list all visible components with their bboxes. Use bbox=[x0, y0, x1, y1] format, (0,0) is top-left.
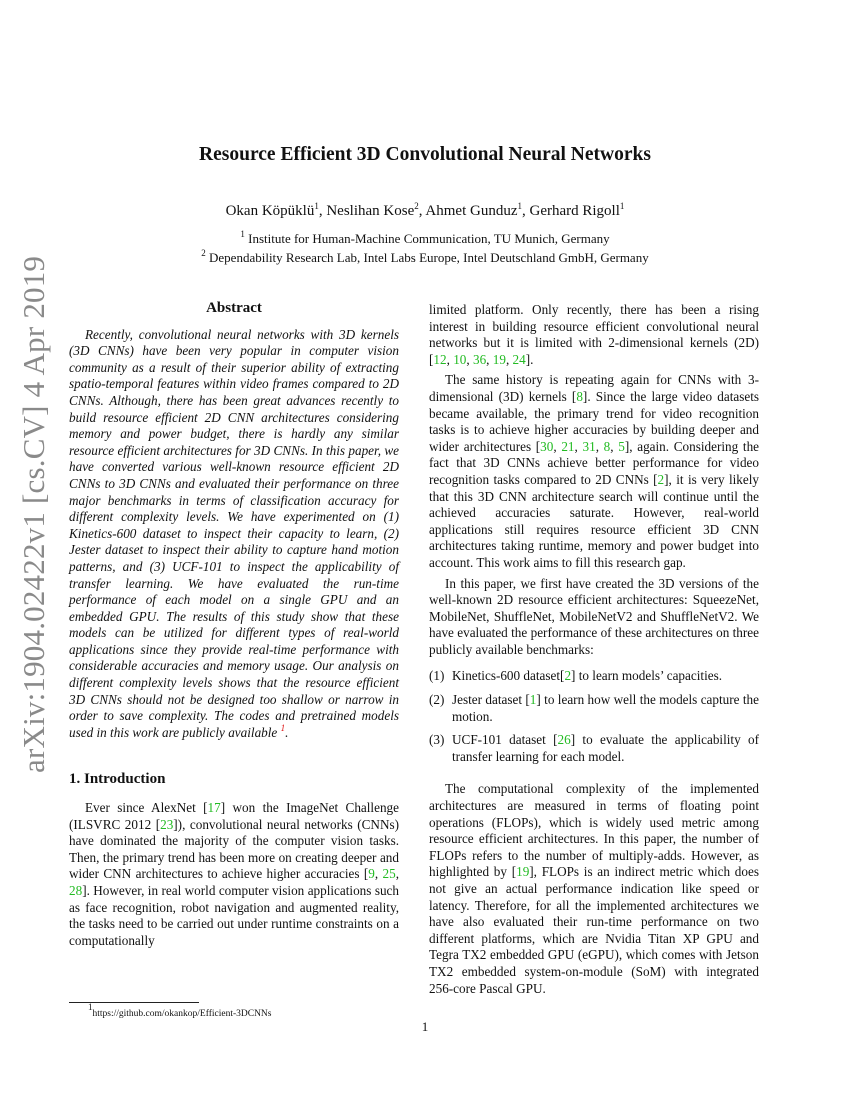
citation-link[interactable]: 5 bbox=[618, 438, 625, 454]
intro-paragraph-1-continued: limited platform. Only recently, there has been a rising interest in building resource efficient convolutional neural networks but it is limited with 2-dimensional kernels (2D) [12, 10, 36, 19, 24]. bbox=[429, 302, 759, 367]
page-number: 1 bbox=[421, 1019, 429, 1034]
list-item: (2) Jester dataset [1] to learn how well the models capture the motion. bbox=[429, 692, 759, 724]
author-name: Okan Köpüklü bbox=[225, 203, 315, 219]
citation-link[interactable]: 8 bbox=[576, 388, 583, 404]
paper-title: Resource Efficient 3D Convolutional Neural Networks bbox=[199, 144, 651, 165]
citation-link[interactable]: 9 bbox=[368, 866, 375, 882]
footnote-link[interactable]: 1 bbox=[280, 722, 286, 733]
citation-link[interactable]: 26 bbox=[557, 732, 571, 748]
abstract-heading: Abstract bbox=[206, 300, 262, 316]
affiliation-text: Institute for Human-Machine Communication, TU Munich, Germany bbox=[248, 231, 610, 246]
author-name: Gerhard Rigoll bbox=[529, 203, 620, 219]
citation-link[interactable]: 25 bbox=[382, 866, 396, 882]
citation-link[interactable]: 1 bbox=[529, 692, 537, 708]
footnote bbox=[88, 1002, 272, 1019]
affiliation bbox=[0, 231, 850, 247]
citation-link[interactable]: 10 bbox=[453, 351, 467, 367]
citation-link[interactable]: 19 bbox=[492, 351, 506, 367]
citation-link[interactable]: 19 bbox=[516, 864, 530, 880]
author-name: Ahmet Gunduz bbox=[425, 203, 518, 219]
citation-link[interactable]: 21 bbox=[561, 438, 575, 454]
right-column bbox=[429, 302, 759, 997]
section-heading-introduction: 1. Introduction bbox=[69, 771, 166, 788]
citation-link[interactable]: 28 bbox=[69, 883, 83, 898]
citation-link[interactable]: 17 bbox=[207, 800, 221, 816]
author-affil-mark: 1 bbox=[314, 201, 319, 211]
citation-link[interactable]: 8 bbox=[603, 438, 611, 454]
affiliation-text: Dependability Research Lab, Intel Labs Europe, Intel Deutschland GmbH, Germany bbox=[209, 250, 649, 265]
intro-paragraph-2: The same history is repeating again for CNNs with 3-dimensional (3D) kernels [8]. Since the large video datasets became available, the primary trend for video recognition tasks is to achieve higher accuracies by building deeper and wider architectures [30, 21, 31, 8, 5], again. Considering the fact that 3D CNNs achieve better performance for video recognition tasks compared to 2D CNNs [2], it is very likely that this 3D CNN architecture search will continue until the achieved accuracies saturate. However, real-world applications still requires resource efficient 3D CNN architectures taking runtime, memory and power budget into account. This work aims to fill this research gap. bbox=[429, 372, 760, 570]
author-list: Okan Köpüklü$^1$, Neslihan Kose$^2$, Ahmet Gunduz$^1$, Gerhard Rigoll$^1$ bbox=[225, 201, 625, 219]
citation-link[interactable]: 30 bbox=[540, 438, 554, 454]
author-affil-mark: 2 bbox=[414, 201, 419, 211]
intro-paragraph-1: Ever since AlexNet [17] won the ImageNet Challenge (ILSVRC 2012 [23]), convolutional neural networks (CNNs) have dominated the majority of the computer vision tasks. Then, the primary trend has been more on creating deeper and wider CNN architectures to achieve higher accuracies [9, 25, 28]. However, in real world computer vision applications such as face recognition, robot navigation and augmented reality, the tasks need to be carried out under runtime constraints on a computationally bbox=[69, 800, 400, 948]
author-affil-mark: 1 bbox=[619, 201, 625, 211]
affiliation-mark: 1 bbox=[240, 229, 245, 239]
affiliation bbox=[0, 250, 850, 266]
list-item: (3) UCF-101 dataset [26] to evaluate the applicability of transfer learning for each model. bbox=[429, 732, 759, 764]
citation-link[interactable]: 24 bbox=[512, 351, 526, 367]
affiliation-mark: 2 bbox=[201, 248, 206, 258]
list-item: (1) Kinetics-600 dataset[2] to learn models’ capacities. bbox=[429, 668, 723, 684]
intro-paragraph-3: In this paper, we first have created the 3D versions of the well-known 2D resource efficient architectures: SqueezeNet, MobileNet, ShuffleNet, MobileNetV2 and ShuffleNetV2. We have evaluated the performance of these architectures on three publicly available benchmarks: bbox=[429, 575, 759, 657]
arxiv-identifier[interactable]: arXiv:1904.02422v1 [cs.CV] 4 Apr 2019 bbox=[16, 255, 51, 773]
citation-link[interactable]: 23 bbox=[160, 816, 174, 832]
citation-link[interactable]: 36 bbox=[472, 351, 487, 367]
citation-link[interactable]: 2 bbox=[657, 471, 665, 487]
author-name: Neslihan Kose bbox=[326, 203, 415, 219]
citation-link[interactable]: 12 bbox=[433, 351, 447, 367]
left-column bbox=[69, 300, 399, 949]
intro-paragraph-4: The computational complexity of the implemented architectures are measured in terms of floating point operations (FLOPs), which is widely used metric among resource efficient architectures. In this paper, the number of FLOPs refers to the number of multiply-adds. However, as highlighted by [19], FLOPs is an indirect metric which does not give an actual performance indication like speed or latency. Therefore, for all the implemented architectures we have also evaluated their run-time performance on two different platforms, which are Nvidia Titan XP GPU and Tegra TX2 embedded GPU (eGPU), which comes with Jetson TX2 embedded system-on-module (SoM) with integrated 256-core Pascal GPU. bbox=[429, 781, 759, 996]
abstract-text: Recently, convolutional neural networks with 3D kernels (3D CNNs) have been very popular in computer vision community as a result of their superior ability of extracting spatio-temporal features within video frames compared to 2D CNNs. Although, there has been great advances recently to build resource efficient 2D CNN architectures considering memory and power budget, there is hardly any similar resource efficient architectures for 3D CNNs. In this paper, we have converted various well-known resource efficient 2D CNNs to 3D CNNs and evaluated their performance on three major benchmarks in terms of classification accuracy for different complexity levels. We have experimented on (1) Kinetics-600 dataset to inspect their capacity to learn, (2) Jester dataset to inspect their ability to capture hand motion patterns, and (3) UCF-101 to inspect the applicability of transfer learning. We have evaluated the run-time performance of each model on a single GPU and an embedded GPU. The results of this study show that these models can be utilized for different types of real-world applications since they provide real-time performance with considerable accuracies and memory usage. Our analysis on different complexity levels shows that the resource efficient 3D CNNs should not be designed too shallow or narrow in order to save complexity. The codes and pretrained models used in this work are publicly available $^1$. bbox=[69, 326, 399, 740]
citation-link[interactable]: 31 bbox=[582, 438, 596, 454]
author-affil-mark: 1 bbox=[517, 201, 522, 211]
footnote-mark: 1 bbox=[88, 1002, 93, 1012]
citation-link[interactable]: 2 bbox=[564, 668, 572, 684]
footnote-url[interactable]: https://github.com/okankop/Efficient-3DCNNs bbox=[92, 1009, 272, 1019]
